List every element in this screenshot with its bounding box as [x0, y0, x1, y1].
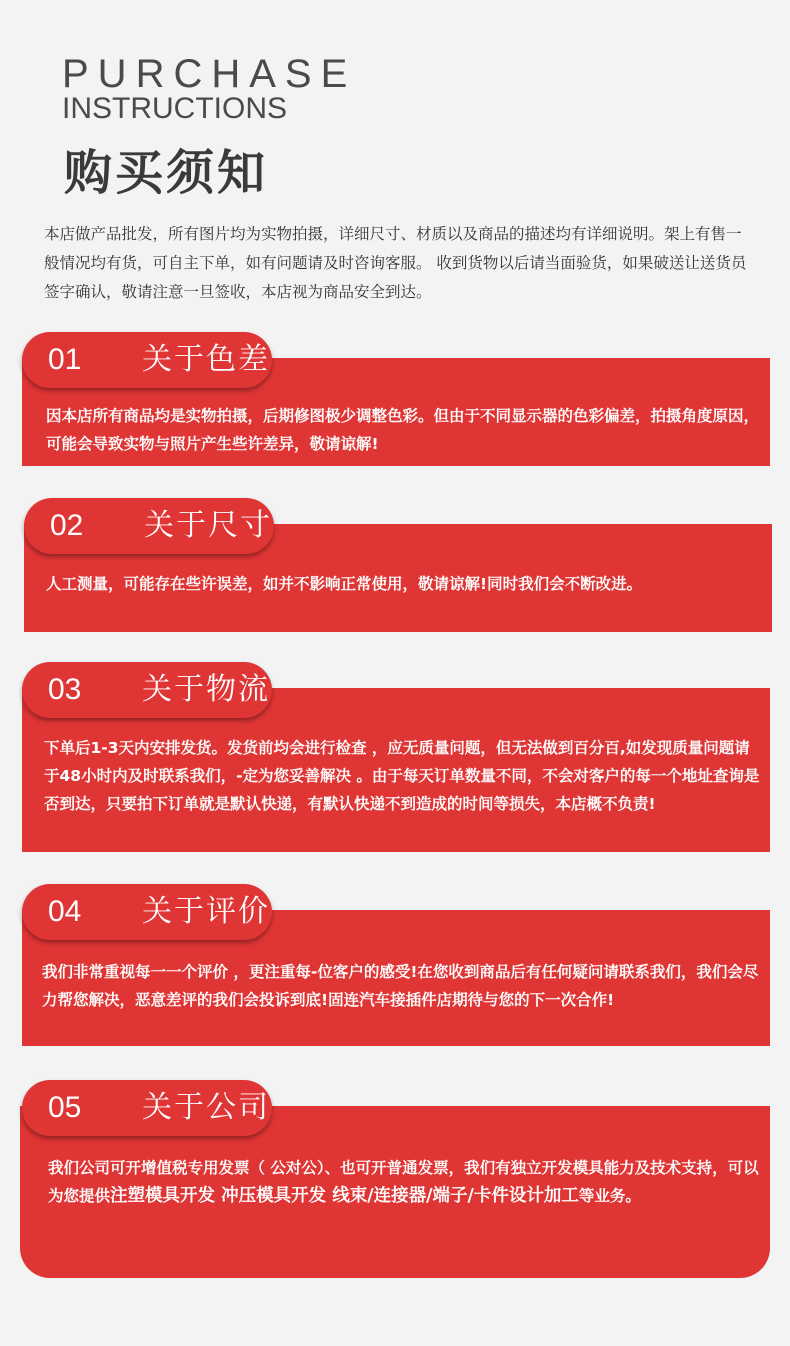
section-title: 关于物流 — [142, 672, 270, 707]
section-text: 因本店所有商品均是实物拍摄，后期修图极少调整色彩。但由于不同显示器的色彩偏差，拍摄角度原因，可能会导致实物与照片产生些许差异，敬请谅解! — [46, 407, 760, 453]
title-en-line1: PURCHASE — [62, 52, 357, 96]
section-tab — [22, 884, 272, 940]
section-text-before: 我们公司可开增值税专用发票（ 公对公）、也可开普通发票，我们有独立开发模具能力及技术支持，可以为您提供 — [48, 1159, 759, 1205]
section-title: 关于尺寸 — [144, 508, 272, 543]
section-title: 关于公司 — [142, 1090, 270, 1125]
section-tab — [22, 332, 272, 388]
section-number: 02 — [50, 509, 84, 542]
intro-paragraph: 本店做产品批发，所有图片均为实物拍摄，详细尺寸、材质以及商品的描述均有详细说明。架上有售一 般情况均有货，可自主下单，如有问题请及时咨询客服。 收到货物以后请当面验货，如果破送让送货员签字确认，敬请注意一旦签收，本店视为商品安全到达。 — [44, 225, 747, 301]
section-text — [48, 1154, 760, 1210]
section-number: 04 — [48, 895, 82, 928]
section-title: 关于色差 — [142, 342, 270, 377]
section-number: 01 — [48, 343, 82, 376]
section-number: 03 — [48, 673, 82, 706]
section-tab — [22, 1080, 272, 1136]
section-text: 下单后1-3天内安排发货。发货前均会进行检查 ，应无质量问题，但无法做到百分百,如发现质量问题请于48小时内及时联系我们，-定为您妥善解决 。由于每天订单数量不同，不会对客户的每一个地址查询是否到达，只要拍下订单就是默认快递，有默认快递不到造成的时间等损失，本店概不负责! — [44, 739, 760, 813]
section-tab — [24, 498, 274, 554]
title-en-line2: INSTRUCTIONS — [62, 92, 287, 125]
services-highlight: 注塑模具开发 冲压模具开发 线束/连接器/端子/卡件设计加工 — [110, 1186, 579, 1206]
page-title: 购买须知 — [64, 145, 269, 201]
section-number: 05 — [48, 1091, 82, 1124]
section-text-after: 等业务。 — [578, 1187, 641, 1205]
section-title: 关于评价 — [142, 894, 270, 929]
section-text: 人工测量，可能存在些许误差，如并不影响正常使用，敬请谅解!同时我们会不断改进。 — [46, 575, 643, 593]
section-text: 我们非常重视每一一个评价 ，更注重每-位客户的感受!在您收到商品后有任何疑问请联系我们，我们会尽力帮您解决，恶意差评的我们会投诉到底!固连汽车接插件店期待与您的下一次合作! — [42, 963, 759, 1009]
section-tab — [22, 662, 272, 718]
